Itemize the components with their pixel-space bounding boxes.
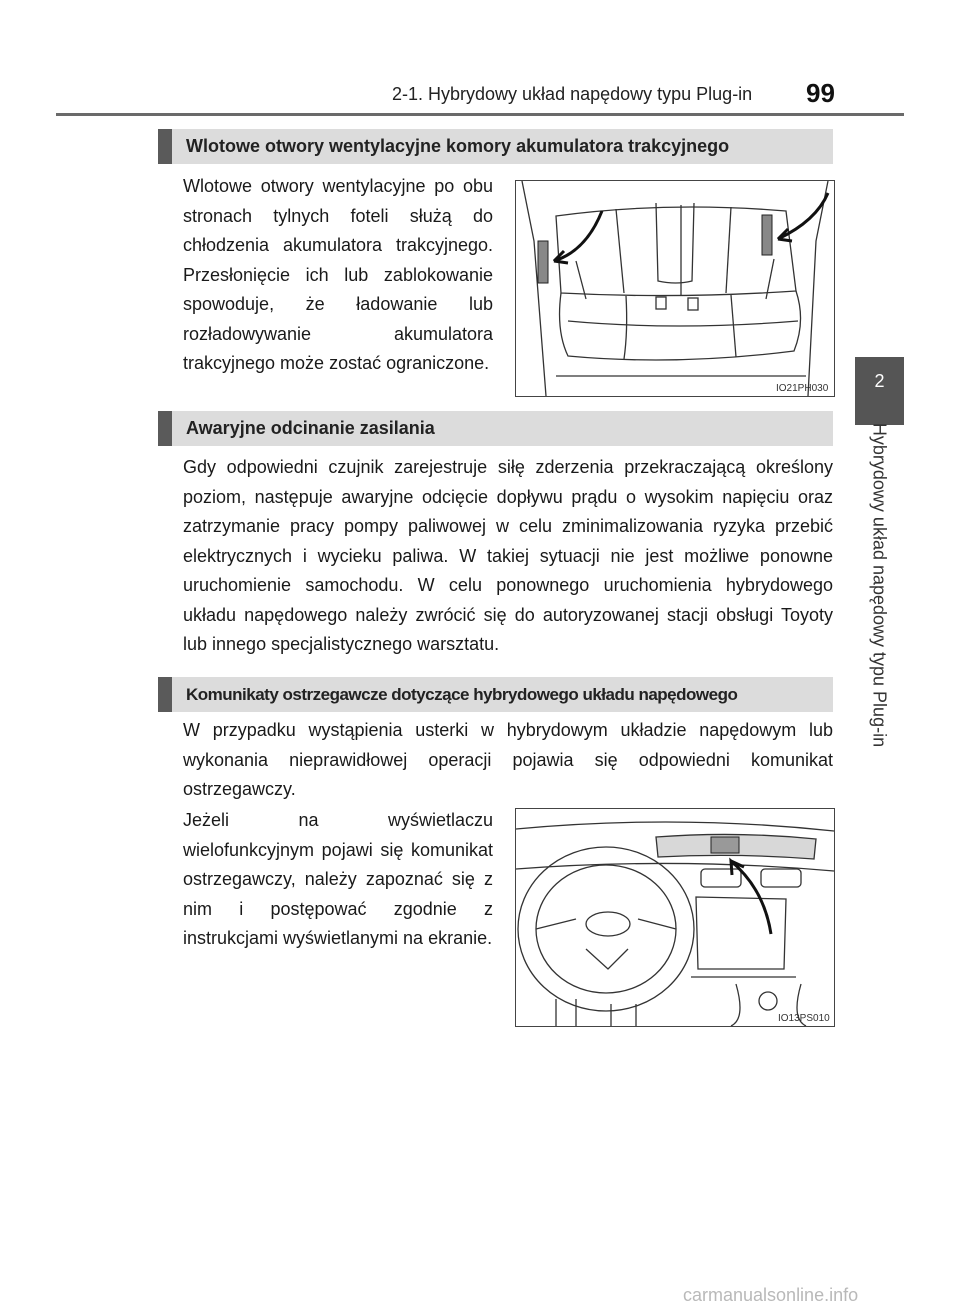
paragraph-warning-instructions: Jeżeli na wyświetlaczu wielofunkcyjnym pojawi się komunikat ostrzegawczy, należy zapoznać się z nim i postępować zgodnie z instrukcjami wyświetlanymi na ekranie.	[183, 810, 493, 948]
rear-seat-illustration	[516, 181, 834, 396]
paragraph-warning-messages: W przypadku wystąpienia usterki w hybrydowym układzie napędowym lub wykonania nieprawidłowej operacji pojawia się odpowiedni komunikat ostrzegawczy.	[183, 720, 833, 799]
left-air-vent	[538, 241, 548, 283]
chapter-side-label: Hybrydowy układ napędowy typu Plug-in	[869, 422, 890, 748]
section-heading-ventilation: Wlotowe otwory wentylacyjne komory akumulatora trakcyjnego	[158, 129, 833, 164]
figure-dashboard	[515, 808, 835, 1027]
warning-message-area	[711, 837, 739, 853]
chapter-tab	[855, 357, 904, 425]
figure-code: IO21PH030	[776, 383, 829, 394]
paragraph-ventilation: Wlotowe otwory wentylacyjne po obu stronach tylnych foteli służą do chłodzenia akumulatora trakcyjnego. Przesłonięcie ich lub zablokowanie spowoduje, że ładowanie lub rozładowywanie akumulatora trakcyjnego może zostać ograniczone.	[183, 176, 493, 373]
page-number: 99	[806, 78, 835, 108]
running-header-title: 2-1. Hybrydowy układ napędowy typu Plug-in	[392, 84, 753, 104]
dashboard-illustration	[516, 809, 834, 1026]
section-heading-emergency-shutoff: Awaryjne odcinanie zasilania	[158, 411, 833, 446]
section-heading-warning-messages: Komunikaty ostrzegawcze dotyczące hybrydowego układu napędowego	[158, 677, 833, 712]
figure-code: IO13PS010	[778, 1013, 830, 1024]
right-air-vent	[762, 215, 772, 255]
chapter-tab-number: 2	[874, 371, 885, 391]
watermark: carmanualsonline.info	[683, 1285, 859, 1305]
pointer-arrow-left	[554, 211, 602, 263]
header-rule	[56, 113, 904, 116]
figure-rear-seats	[515, 180, 835, 397]
steering-wheel-emblem	[586, 912, 630, 936]
paragraph-emergency-shutoff: Gdy odpowiedni czujnik zarejestruje siłę zderzenia przekraczającą określony poziom, następuje awaryjne odcięcie dopływu prądu o wysokim napięciu oraz zatrzymanie pracy pompy paliwowej w celu zminimalizowania ryzyka przebić elektrycznych i wycieku paliwa. W takiej sytuacji nie jest możliwe ponowne uruchomienie samochodu. W celu ponownego uruchomienia hybrydowego układu napędowego należy zwrócić się do autoryzowanej stacji obsługi Toyoty lub innego specjalistycznego warsztatu.	[183, 457, 833, 654]
